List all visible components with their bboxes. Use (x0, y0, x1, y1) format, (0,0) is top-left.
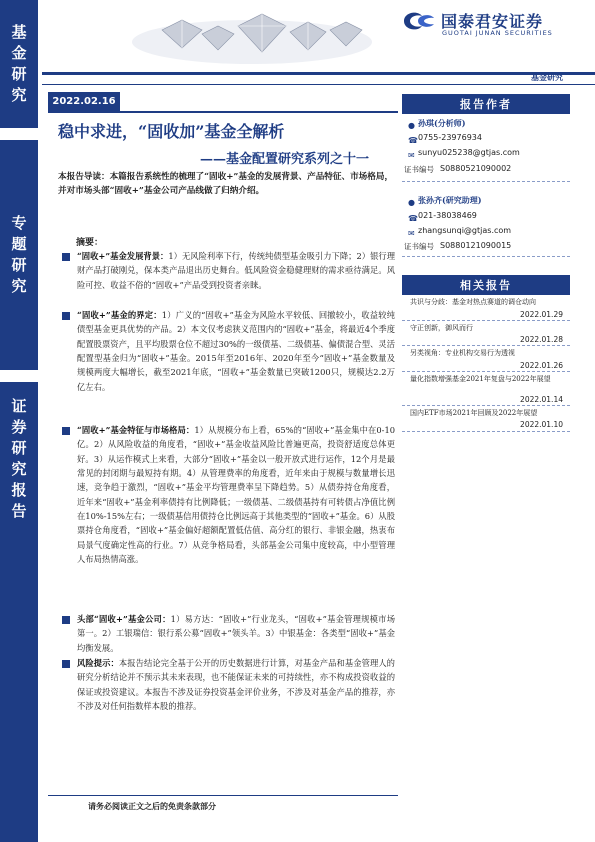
related-divider (402, 371, 570, 372)
sidebar-char: 研 (11, 65, 27, 83)
header-divider (42, 72, 595, 75)
related-divider (402, 345, 570, 346)
bullet-icon (62, 427, 70, 435)
abstract-label: 摘要： (76, 238, 104, 248)
related-report-title[interactable]: 守正创新，御风而行 (410, 324, 473, 332)
author-email: zhangsunqi@gtjas.com (418, 226, 512, 235)
left-sidebar (0, 0, 42, 842)
sidebar-char: 告 (11, 502, 27, 520)
author-name: 孙琪(分析师) (418, 118, 466, 128)
paragraph-lead: “固收+”基金特征与市场格局： (77, 425, 195, 435)
disclaimer-note: 请务必阅读正文之后的免责条款部分 (88, 801, 216, 811)
related-report-title[interactable]: 国内ETF市场2021年回顾及2022年展望 (410, 409, 538, 417)
email-icon: ✉ (408, 151, 415, 160)
paragraph-lead: 风险提示： (77, 658, 119, 668)
phone-icon: ☎ (408, 136, 418, 145)
sidebar-char: 金 (11, 44, 27, 62)
authors-heading: 报告作者 (402, 94, 570, 114)
abstract-paragraph (77, 423, 395, 566)
person-icon: ● (408, 198, 415, 207)
paragraph-lead: “固收+”基金的界定： (77, 310, 162, 320)
paragraph-text: 1）广义的“固收+”基金为风险水平较低、回撤较小，收益较纯债型基金更具优势的产品。2）本文仅考虑狭义范围内的“固收+”基金，将最近4个季度配置股票资产，且平均股票仓位不超过30%的一级债基、二级债基、偏债混合型、灵活配置型基金归为“固收+”基金。2015年至2016年、2020年至今“固收+”基金数量及规模两度大幅增长，截至2021年底，“固收+”基金数量已突破1200只，规模达2.2万亿左右。 (77, 310, 396, 392)
sidebar-tag-special-research (0, 140, 38, 370)
related-divider (402, 320, 570, 321)
author-name: 张孙齐(研究助理) (418, 195, 482, 205)
logo-icon (400, 8, 438, 34)
sidebar-char: 究 (11, 460, 27, 478)
abstract-paragraph (77, 249, 395, 292)
sidebar-char: 研 (11, 439, 27, 457)
report-subtitle: ——基金配置研究系列之十一 (200, 152, 370, 167)
sidebar-char: 报 (11, 481, 27, 499)
bullet-icon (62, 660, 70, 668)
related-divider (402, 431, 570, 432)
phone-icon: ☎ (408, 214, 418, 223)
footer-divider (48, 795, 398, 796)
related-report-title[interactable]: 另类视角：专业机构交易行为透视 (410, 349, 515, 357)
report-date-badge: 2022.02.16 (48, 92, 120, 111)
sidebar-tag-securities-report (0, 382, 38, 842)
bullet-icon (62, 253, 70, 261)
paragraph-text: 1）从规模分布上看，65%的“固收+”基金集中在0-10亿。2）从风险收益的角度看，“固收+”基金收益风险比普遍更高，投资舒适度总体更好。3）从运作模式上来看，大部分“固收+”基金以一般开放式进行运作，12个月是最常见的封闭期与最短持有期。4）从管理费率的角度看，近年来由于规模与数量增长迅速，竞争趋于激烈，“固收+”基金平均管理费率呈下降趋势。5）从债券持仓角度看，近年来“固收+”基金利率债持有比例降低；一级债基、二级债基持有可转债占净值比例在10%-15%左右；一级债基信用债持仓比例远高于其他类型的“固收+”基金。6）从股票持仓角度看，“固收+”基金偏好超额配置低估值、高分红的银行、非银金融，热衷布局景气度确定性高的行业。7）从竞争格局看，头部基金公司集中度较高，中小型管理人布局热情高涨。 (77, 425, 396, 565)
paragraph-text: 1）易方达：“固收+”行业龙头，“固收+”基金管理规模市场第一。2）工银瑞信：银行系公募“固收+”领头羊。3）中银基金：各类型“固收+”基金均衡发展。 (77, 614, 395, 653)
cert-label: 证书编号 (404, 242, 434, 251)
sidebar-char: 专 (11, 214, 27, 232)
sidebar-char: 究 (11, 86, 27, 104)
report-category: 基金研究 (531, 72, 563, 82)
cert-label: 证书编号 (404, 165, 434, 174)
company-logo-text: 国泰君安证券 (441, 12, 544, 31)
bullet-icon (62, 312, 70, 320)
cert-number: S0880521090002 (440, 164, 512, 173)
related-report-date: 2022.01.14 (520, 395, 563, 404)
related-divider (402, 405, 570, 406)
sidebar-char: 券 (11, 418, 27, 436)
abstract-paragraph (77, 308, 395, 394)
report-intro: 本报告导读：本篇报告系统性的梳理了“固收+”基金的发展背景、产品特征、市场格局，并对市场头部“固收+”基金公司产品线做了归纳介绍。 (58, 172, 394, 196)
report-title: 稳中求进，“固收加”基金全解析 (58, 122, 285, 141)
email-icon: ✉ (408, 229, 415, 238)
header-divider-thin (42, 84, 595, 85)
paragraph-text: 本报告结论完全基于公开的历史数据进行计算，对基金产品和基金管理人的研究分析结论并不预示其未来表现，也不能保证未来的可持续性，亦不构成投资收益的保证或投资建议。本报告不涉及证券投资基金评价业务，不涉及对基金产品的推荐，亦不涉及对任何指数样本股的推荐。 (77, 658, 395, 712)
author-divider (402, 256, 570, 257)
author-phone: 0755-23976934 (418, 133, 482, 142)
cert-number: S0880121090015 (440, 241, 512, 250)
sidebar-char: 研 (11, 256, 27, 274)
related-report-title[interactable]: 共识与分歧：基金对热点赛道的调仓动向 (410, 298, 536, 306)
title-divider (48, 111, 398, 113)
bullet-icon (62, 616, 70, 624)
author-phone: 021-38038469 (418, 211, 477, 220)
sidebar-char: 题 (11, 235, 27, 253)
author-divider (402, 181, 570, 182)
company-logo-english: GUOTAI JUNAN SECURITIES (442, 29, 553, 37)
related-report-date: 2022.01.29 (520, 310, 563, 319)
abstract-paragraph (77, 612, 395, 655)
related-report-date: 2022.01.26 (520, 361, 563, 370)
related-report-date: 2022.01.10 (520, 420, 563, 429)
person-icon: ● (408, 121, 415, 130)
sidebar-char: 基 (11, 23, 27, 41)
abstract-paragraph (77, 656, 395, 713)
related-report-title[interactable]: 量化指数增强基金2021年复盘与2022年展望 (410, 375, 551, 383)
sidebar-char: 证 (11, 397, 27, 415)
paragraph-lead: “固收+”基金发展背景： (77, 251, 169, 261)
paragraph-lead: 头部“固收+”基金公司： (77, 614, 171, 624)
sidebar-char: 究 (11, 277, 27, 295)
paragraph-text: 1）无风险利率下行，传统纯债型基金吸引力下降；2）银行理财产品打破刚兑，保本类产品退出历史舞台。低风险资金稳健理财的需求亟待满足。风险可控、收益不俗的“固收+”产品受到投资者亲睐。 (77, 251, 396, 290)
related-reports-heading: 相关报告 (402, 275, 570, 295)
author-email: sunyu025238@gtjas.com (418, 148, 520, 157)
related-report-date: 2022.01.28 (520, 335, 563, 344)
sidebar-tag-fund-research (0, 0, 38, 128)
